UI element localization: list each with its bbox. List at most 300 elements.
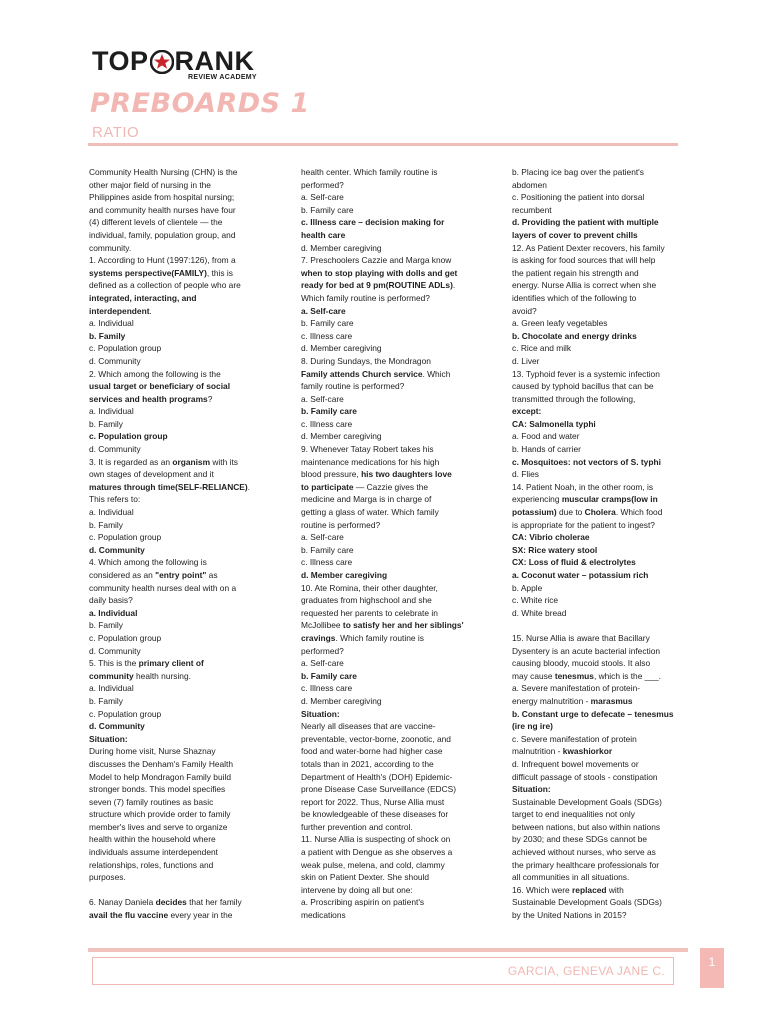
text-line — [512, 166, 688, 179]
text-line — [89, 569, 265, 582]
plain-text: identifies which of the following to — [512, 292, 637, 303]
text-line — [89, 229, 265, 242]
plain-text: health within the household where — [89, 834, 216, 845]
plain-text: intervene by doing all but one: — [301, 884, 413, 895]
text-line — [512, 771, 688, 784]
plain-text: due to — [556, 507, 585, 518]
text-line — [89, 292, 265, 305]
text-line — [512, 695, 688, 708]
text-line — [301, 871, 477, 884]
plain-text: McJollibee — [301, 620, 343, 631]
plain-text: . — [149, 305, 152, 316]
plain-text: medicine and Marga is in charge of — [301, 494, 432, 505]
plain-text: a. Severe manifestation of protein- — [512, 683, 641, 694]
text-line — [301, 279, 477, 292]
bold-text: health care — [301, 229, 346, 240]
text-line — [512, 216, 688, 229]
text-line — [89, 368, 265, 381]
text-line — [512, 242, 688, 255]
text-line — [89, 594, 265, 607]
text-line — [512, 909, 688, 922]
plain-text: 16. Which were — [512, 884, 573, 895]
bold-text: b. Family care — [301, 406, 357, 417]
plain-text: medications — [301, 910, 346, 921]
text-line — [301, 242, 477, 255]
text-line — [89, 859, 265, 872]
plain-text: 3. It is regarded as an — [89, 456, 173, 467]
text-line — [512, 682, 688, 695]
bold-text: b. Chocolate and energy drinks — [512, 330, 637, 341]
text-line — [89, 191, 265, 204]
text-line — [301, 204, 477, 217]
text-line — [89, 796, 265, 809]
text-line — [512, 355, 688, 368]
text-line — [512, 871, 688, 884]
bold-text: CA: Vibrio cholerae — [512, 532, 590, 543]
plain-text: (4) different levels of clientele — the — [89, 217, 223, 228]
text-line — [512, 506, 688, 519]
text-line — [89, 204, 265, 217]
plain-text: requested her parents to celebrate in — [301, 607, 438, 618]
text-line — [512, 493, 688, 506]
logo-subtext: REVIEW ACADEMY — [188, 74, 257, 81]
bold-text: to satisfy her and her siblings' — [342, 620, 464, 631]
plain-text: seven (7) family routines as basic — [89, 796, 214, 807]
text-line — [301, 670, 477, 683]
plain-text: 2. Which among the following is the — [89, 368, 221, 379]
plain-text: energy malnutrition - — [512, 695, 591, 706]
plain-text: a. Individual — [89, 406, 134, 417]
plain-text: stronger bonds. This model specifies — [89, 784, 226, 795]
plain-text: 8. During Sundays, the Mondragon — [301, 355, 431, 366]
plain-text: a. Self-care — [301, 393, 344, 404]
text-line — [301, 418, 477, 431]
bold-text: d. Community — [89, 721, 145, 732]
plain-text: b. Family care — [301, 204, 354, 215]
text-line — [301, 393, 477, 406]
plain-text: c. Positioning the patient into dorsal — [512, 192, 645, 203]
plain-text: structure which provide order to family — [89, 809, 231, 820]
plain-text: c. Population group — [89, 343, 162, 354]
plain-text: discusses the Denham's Family Health — [89, 758, 234, 769]
plain-text: Department of Health's (DOH) Epidemic- — [301, 771, 453, 782]
text-line — [89, 682, 265, 695]
text-line — [301, 443, 477, 456]
text-line — [301, 317, 477, 330]
text-line — [89, 481, 265, 494]
text-line — [89, 909, 265, 922]
text-line — [512, 191, 688, 204]
text-line — [301, 607, 477, 620]
text-line — [301, 506, 477, 519]
text-line — [512, 368, 688, 381]
text-line — [301, 632, 477, 645]
text-line — [512, 544, 688, 557]
text-line — [301, 368, 477, 381]
bold-text: "entry point" — [155, 570, 207, 580]
plain-text: 1. According to Hunt (1997:126), from a — [89, 255, 236, 266]
plain-text: a. Self-care — [301, 532, 344, 543]
plain-text: 4. Which among the following is — [89, 557, 207, 568]
bold-text: usual target or beneficiary of social — [89, 381, 231, 392]
plain-text: 7. Preschoolers Cazzie and Marga know — [301, 255, 452, 266]
text-line — [512, 254, 688, 267]
footer-box — [92, 957, 674, 985]
plain-text: skin on Patient Dexter. She should — [301, 872, 430, 883]
text-line — [89, 179, 265, 192]
plain-text: by 2030; and these SDGs cannot be — [512, 834, 648, 845]
top-rank-logo — [92, 48, 292, 84]
plain-text: Dysentery is an acute bacterial infection — [512, 645, 661, 656]
text-line — [89, 632, 265, 645]
text-line — [301, 330, 477, 343]
plain-text: c. Illness care — [301, 557, 353, 568]
plain-text: c. Population group — [89, 708, 162, 719]
text-line — [301, 481, 477, 494]
text-line — [89, 456, 265, 469]
text-line — [301, 896, 477, 909]
plain-text: Which family routine is performed? — [301, 292, 430, 303]
page-title: PREBOARDS 1 — [90, 88, 310, 119]
plain-text: achieved without nurses, who serve as — [512, 847, 656, 858]
text-line — [89, 430, 265, 443]
text-line — [89, 506, 265, 519]
text-line — [89, 443, 265, 456]
text-line — [301, 720, 477, 733]
text-line — [512, 708, 688, 721]
plain-text: with — [606, 884, 624, 895]
text-line — [301, 405, 477, 418]
plain-text: b. Hands of carrier — [512, 444, 581, 455]
text-line — [301, 292, 477, 305]
plain-text: target to end inequalities not only — [512, 809, 635, 820]
text-line — [512, 657, 688, 670]
text-line — [512, 796, 688, 809]
plain-text: be knowledgeable of these diseases for — [301, 809, 449, 820]
text-line — [512, 305, 688, 318]
text-line — [89, 519, 265, 532]
plain-text: a. Proscribing aspirin on patient's — [301, 897, 425, 908]
plain-text: routine is performed? — [301, 519, 381, 530]
author-name: GARCIA, GENEVA JANE C. — [507, 964, 665, 978]
text-line — [512, 556, 688, 569]
plain-text: d. Infrequent bowel movements or — [512, 758, 639, 769]
text-line — [301, 909, 477, 922]
plain-text: 13. Typhoid fever is a systemic infection — [512, 368, 660, 379]
text-line — [512, 594, 688, 607]
plain-text: considered as an — [89, 570, 156, 580]
plain-text: maintenance medications for his high — [301, 456, 440, 467]
text-line — [301, 556, 477, 569]
text-column-1 — [89, 166, 265, 922]
plain-text: — Cazzie gives the — [353, 481, 429, 492]
bold-text: a. Self-care — [301, 305, 346, 316]
bold-text: b. Family — [89, 330, 126, 341]
text-line — [512, 821, 688, 834]
plain-text: prone Disease Case Surveillance (EDCS) — [301, 784, 457, 795]
text-line — [512, 330, 688, 343]
text-line — [512, 632, 688, 645]
text-line — [89, 556, 265, 569]
text-line — [512, 758, 688, 771]
text-line — [89, 783, 265, 796]
text-line — [512, 229, 688, 242]
plain-text: is asking for food sources that will help — [512, 255, 656, 266]
plain-text: individual, family, population group, and — [89, 229, 236, 240]
text-line — [301, 796, 477, 809]
star-emblem-icon — [150, 50, 174, 74]
plain-text: b. Apple — [512, 582, 543, 593]
bold-text: Family attends Church service — [301, 368, 423, 379]
plain-text: ? — [207, 393, 213, 404]
plain-text: that her family — [186, 897, 242, 908]
text-line — [512, 279, 688, 292]
plain-text: . Which — [422, 368, 451, 379]
text-line — [512, 204, 688, 217]
plain-text: a. Individual — [89, 507, 134, 518]
bold-text: replaced — [572, 884, 607, 895]
plain-text: 5. This is the — [89, 658, 139, 669]
text-line — [512, 607, 688, 620]
logo-text-rank: RANK — [174, 46, 255, 76]
text-line — [512, 745, 688, 758]
plain-text: the primary healthcare professionals for — [512, 859, 660, 870]
text-line — [512, 859, 688, 872]
bold-text: interdependent — [89, 305, 150, 316]
text-line — [89, 405, 265, 418]
bold-text: d. Member caregiving — [301, 570, 388, 580]
text-line — [89, 896, 265, 909]
text-line — [89, 216, 265, 229]
text-line — [89, 619, 265, 632]
plain-text: d. Community — [89, 444, 141, 455]
plain-text: c. Rice and milk — [512, 343, 572, 354]
bold-text: potassium) — [512, 507, 557, 518]
plain-text: Philippines aside from hospital nursing; — [89, 192, 235, 203]
text-line — [301, 531, 477, 544]
plain-text: blood pressure, — [301, 469, 362, 480]
text-line — [89, 582, 265, 595]
text-line — [301, 783, 477, 796]
bold-text: b. Family care — [301, 670, 357, 681]
text-line — [89, 758, 265, 771]
bold-text: a. Individual — [89, 607, 138, 618]
text-line — [89, 607, 265, 620]
text-line — [512, 670, 688, 683]
text-line — [89, 393, 265, 406]
plain-text: d. White bread — [512, 607, 567, 618]
text-line — [89, 745, 265, 758]
bold-text: c. Population group — [89, 431, 168, 442]
bold-text: Situation: — [89, 733, 128, 744]
plain-text: d. Community — [89, 355, 141, 366]
text-line — [301, 859, 477, 872]
bold-text: avail the flu vaccine — [89, 910, 169, 921]
text-line — [301, 468, 477, 481]
plain-text: a. Self-care — [301, 658, 344, 669]
plain-text: b. Placing ice bag over the patient's — [512, 167, 644, 177]
text-line — [89, 330, 265, 343]
text-line — [301, 254, 477, 267]
text-line — [89, 418, 265, 431]
bold-text: services and health programs — [89, 393, 208, 404]
bold-text: community — [89, 670, 134, 681]
plain-text: abdomen — [512, 179, 547, 190]
text-column-3 — [512, 166, 688, 922]
text-line — [301, 758, 477, 771]
text-line — [301, 216, 477, 229]
plain-text: as — [206, 570, 218, 580]
plain-text: b. Family — [89, 418, 123, 429]
text-line — [301, 229, 477, 242]
plain-text: 15. Nurse Allia is aware that Bacillary — [512, 632, 650, 643]
plain-text: b. Family — [89, 695, 123, 706]
bold-text: SX: Rice watery stool — [512, 544, 598, 555]
text-line — [301, 582, 477, 595]
plain-text: 14. Patient Noah, in the other room, is — [512, 481, 654, 492]
plain-text: other major field of nursing in the — [89, 179, 211, 190]
plain-text: and community health nurses have four — [89, 204, 236, 215]
plain-text: community. — [89, 242, 132, 253]
bold-text: d. Providing the patient with multiple — [512, 217, 659, 228]
plain-text: purposes. — [89, 872, 126, 883]
text-line — [89, 821, 265, 834]
bold-text: Situation: — [301, 708, 340, 719]
text-line — [301, 619, 477, 632]
bold-text: systems perspective(FAMILY) — [89, 267, 207, 278]
plain-text: c. Population group — [89, 532, 162, 543]
text-line — [301, 594, 477, 607]
text-line — [89, 342, 265, 355]
text-line — [89, 771, 265, 784]
plain-text: d. Member caregiving — [301, 343, 382, 354]
text-line — [89, 242, 265, 255]
text-line — [89, 733, 265, 746]
plain-text: Sustainable Development Goals (SDGs) — [512, 897, 662, 908]
text-line — [512, 456, 688, 469]
plain-text: c. Population group — [89, 632, 162, 643]
bold-text: integrated, interacting, and — [89, 292, 197, 303]
plain-text: performed? — [301, 179, 344, 190]
text-line — [301, 745, 477, 758]
text-line — [89, 657, 265, 670]
bold-text: muscular cramps(low in — [561, 494, 658, 505]
text-line — [89, 846, 265, 859]
plain-text: Sustainable Development Goals (SDGs) — [512, 796, 662, 807]
text-line — [512, 733, 688, 746]
text-line — [512, 582, 688, 595]
text-line — [89, 166, 265, 179]
plain-text: . Which food — [615, 507, 663, 518]
bold-text: d. Community — [89, 544, 145, 555]
bold-text: b. Constant urge to defecate – tenesmus — [512, 708, 674, 719]
page-subtitle: RATIO — [92, 124, 140, 141]
text-line — [512, 342, 688, 355]
plain-text: d. Community — [89, 645, 141, 656]
plain-text: between nations, but also within nations — [512, 821, 661, 832]
plain-text: b. Family — [89, 519, 123, 530]
plain-text: a patient with Dengue as she observes a — [301, 847, 453, 858]
page-number: 1 — [700, 948, 724, 988]
text-line — [512, 418, 688, 431]
text-line — [301, 430, 477, 443]
plain-text: . — [452, 280, 456, 291]
plain-text: 12. As Patient Dexter recovers, his family — [512, 242, 665, 253]
bold-text: kwashiorkor — [562, 746, 613, 757]
plain-text: own stages of development and it — [89, 469, 214, 480]
text-line — [512, 481, 688, 494]
text-line — [512, 808, 688, 821]
text-line — [512, 569, 688, 582]
plain-text: weak pulse, melena, and cold, clammy — [301, 859, 445, 870]
plain-text: by the United Nations in 2015? — [512, 910, 627, 921]
bold-text: Cholera — [584, 507, 616, 518]
plain-text: d. Member caregiving — [301, 695, 382, 706]
text-line — [89, 871, 265, 884]
plain-text: Nearly all diseases that are vaccine- — [301, 721, 436, 732]
plain-text: health center. Which family routine is — [301, 167, 438, 177]
text-line — [301, 733, 477, 746]
text-line — [89, 708, 265, 721]
plain-text: causing bloody, mucoid stools. It also — [512, 658, 651, 669]
text-line — [301, 191, 477, 204]
plain-text: with its — [210, 456, 238, 467]
plain-text: community health nurses deal with on a — [89, 582, 237, 593]
bold-text: (ire ng ire) — [512, 721, 553, 732]
plain-text: c. Severe manifestation of protein — [512, 733, 637, 744]
plain-text: 6. Nanay Daniela — [89, 897, 156, 908]
text-line — [89, 380, 265, 393]
bold-text: to participate — [301, 481, 354, 492]
plain-text: a. Individual — [89, 318, 134, 329]
text-line — [512, 292, 688, 305]
text-line — [89, 493, 265, 506]
text-line — [89, 808, 265, 821]
plain-text: c. Illness care — [301, 330, 353, 341]
text-line — [301, 884, 477, 897]
bold-text: CA: Salmonella typhi — [512, 418, 596, 429]
plain-text: recumbent — [512, 204, 552, 215]
text-line — [301, 166, 477, 179]
plain-text: c. White rice — [512, 595, 559, 606]
plain-text: getting a glass of water. Which family — [301, 507, 439, 518]
text-line — [512, 393, 688, 406]
text-line — [301, 833, 477, 846]
plain-text: family routine is performed? — [301, 381, 405, 392]
text-line — [89, 305, 265, 318]
plain-text: further prevention and control. — [301, 821, 413, 832]
bold-text: except: — [512, 406, 542, 417]
plain-text: relationships, roles, functions and — [89, 859, 214, 870]
text-line — [301, 380, 477, 393]
plain-text: every year in the — [168, 910, 233, 921]
plain-text: b. Family — [89, 620, 123, 631]
text-line — [89, 468, 265, 481]
plain-text: experiencing — [512, 494, 562, 505]
bold-text: c. Illness care – decision making for — [301, 217, 445, 228]
text-line — [512, 884, 688, 897]
text-line — [512, 720, 688, 733]
plain-text: d. Liver — [512, 355, 540, 366]
plain-text: 10. Ate Romina, their other daughter, — [301, 582, 438, 593]
text-line — [89, 544, 265, 557]
plain-text: graduates from highschool and she — [301, 595, 432, 606]
plain-text: d. Member caregiving — [301, 242, 382, 253]
text-line — [89, 531, 265, 544]
text-line — [512, 430, 688, 443]
text-line — [512, 380, 688, 393]
bold-text: Situation: — [512, 784, 551, 795]
